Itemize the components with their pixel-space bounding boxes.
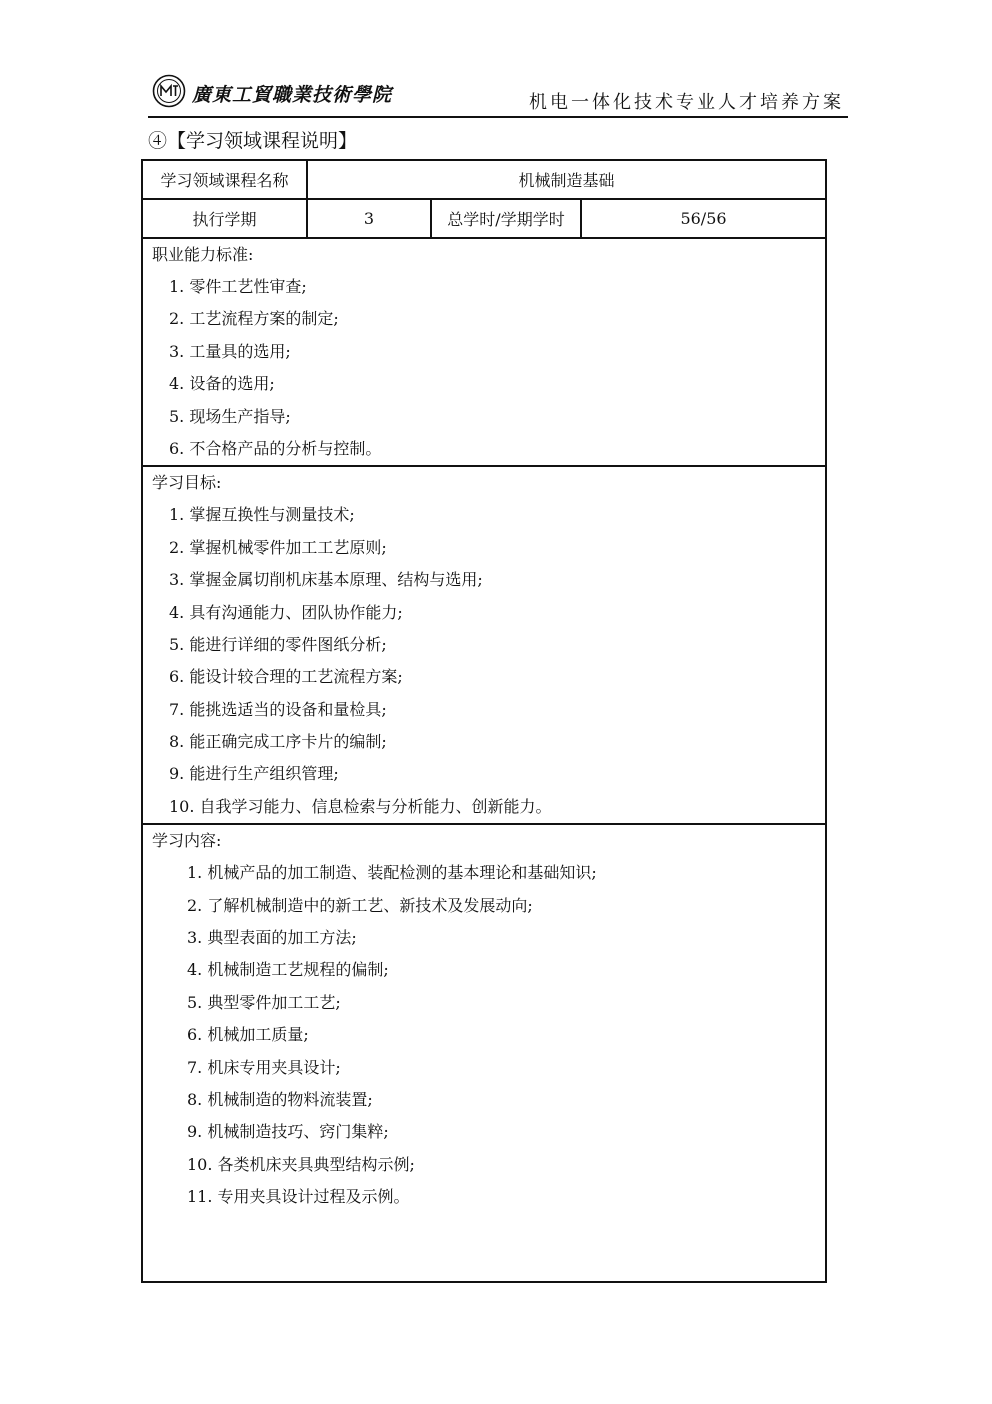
competence-title: 职业能力标准: (152, 245, 254, 264)
course-info-row (142, 199, 826, 238)
list-item: 5. 能进行详细的零件图纸分析; (169, 634, 387, 654)
list-item: 6. 机械加工质量; (187, 1025, 309, 1045)
semester-value: 3 (307, 199, 431, 238)
list-item: 8. 机械制造的物料流装置; (187, 1089, 373, 1109)
section-title: ④【学习领域课程说明】 (148, 130, 358, 152)
hours-value: 56/56 (581, 199, 826, 238)
list-item: 3. 掌握金属切削机床基本原理、结构与选用; (169, 570, 483, 590)
course-name-label: 学习领域课程名称 (142, 160, 307, 199)
semester-label: 执行学期 (142, 199, 307, 238)
list-item: 7. 能挑选适当的设备和量检具; (169, 699, 387, 719)
objectives-title: 学习目标: (152, 473, 222, 493)
list-item: 4. 具有沟通能力、团队协作能力; (169, 602, 403, 622)
list-item: 1. 零件工艺性审查; (169, 277, 307, 296)
list-item: 7. 机床专用夹具设计; (187, 1057, 341, 1077)
list-item: 2. 了解机械制造中的新工艺、新技术及发展动向; (187, 895, 533, 915)
list-item: 10. 自我学习能力、信息检索与分析能力、创新能力。 (169, 796, 552, 816)
content-block (142, 824, 826, 1282)
program-title: 机电一体化技术专业人才培养方案 (529, 92, 844, 113)
school-logo-icon (152, 74, 186, 108)
list-item: 4. 机械制造工艺规程的偏制; (187, 960, 389, 980)
list-item: 5. 典型零件加工工艺; (187, 992, 341, 1012)
list-item: 2. 掌握机械零件加工工艺原则; (169, 537, 387, 557)
list-item: 3. 工量具的选用; (169, 341, 291, 361)
list-item: 1. 掌握互换性与测量技术; (169, 505, 355, 525)
list-item: 9. 能进行生产组织管理; (169, 764, 339, 784)
list-item: 11. 专用夹具设计过程及示例。 (187, 1187, 410, 1207)
list-item: 4. 设备的选用; (169, 374, 275, 394)
list-item: 8. 能正确完成工序卡片的编制; (169, 732, 387, 752)
header-rule (148, 116, 848, 118)
course-name-value: 机械制造基础 (307, 160, 826, 199)
list-item: 9. 机械制造技巧、窍门集粹; (187, 1122, 389, 1142)
objectives-row (142, 466, 826, 824)
list-item: 3. 典型表面的加工方法; (187, 928, 357, 948)
course-table (141, 159, 827, 1283)
content-row (142, 824, 826, 1282)
list-item: 1. 机械产品的加工制造、装配检测的基本理论和基础知识; (187, 863, 597, 883)
hours-label: 总学时/学期学时 (431, 199, 581, 238)
competence-row (142, 238, 826, 466)
list-item: 6. 不合格产品的分析与控制。 (169, 438, 382, 458)
page-header (148, 70, 848, 118)
objectives-block (142, 466, 826, 824)
list-item: 5. 现场生产指导; (169, 406, 291, 426)
competence-block (142, 238, 826, 466)
course-name-row (142, 160, 826, 199)
list-item: 6. 能设计较合理的工艺流程方案; (169, 667, 403, 687)
school-name: 廣東工貿職業技術學院 (192, 84, 393, 106)
list-item: 2. 工艺流程方案的制定; (169, 309, 339, 329)
list-item: 10. 各类机床夹具典型结构示例; (187, 1154, 415, 1174)
content-title: 学习内容: (152, 831, 222, 851)
